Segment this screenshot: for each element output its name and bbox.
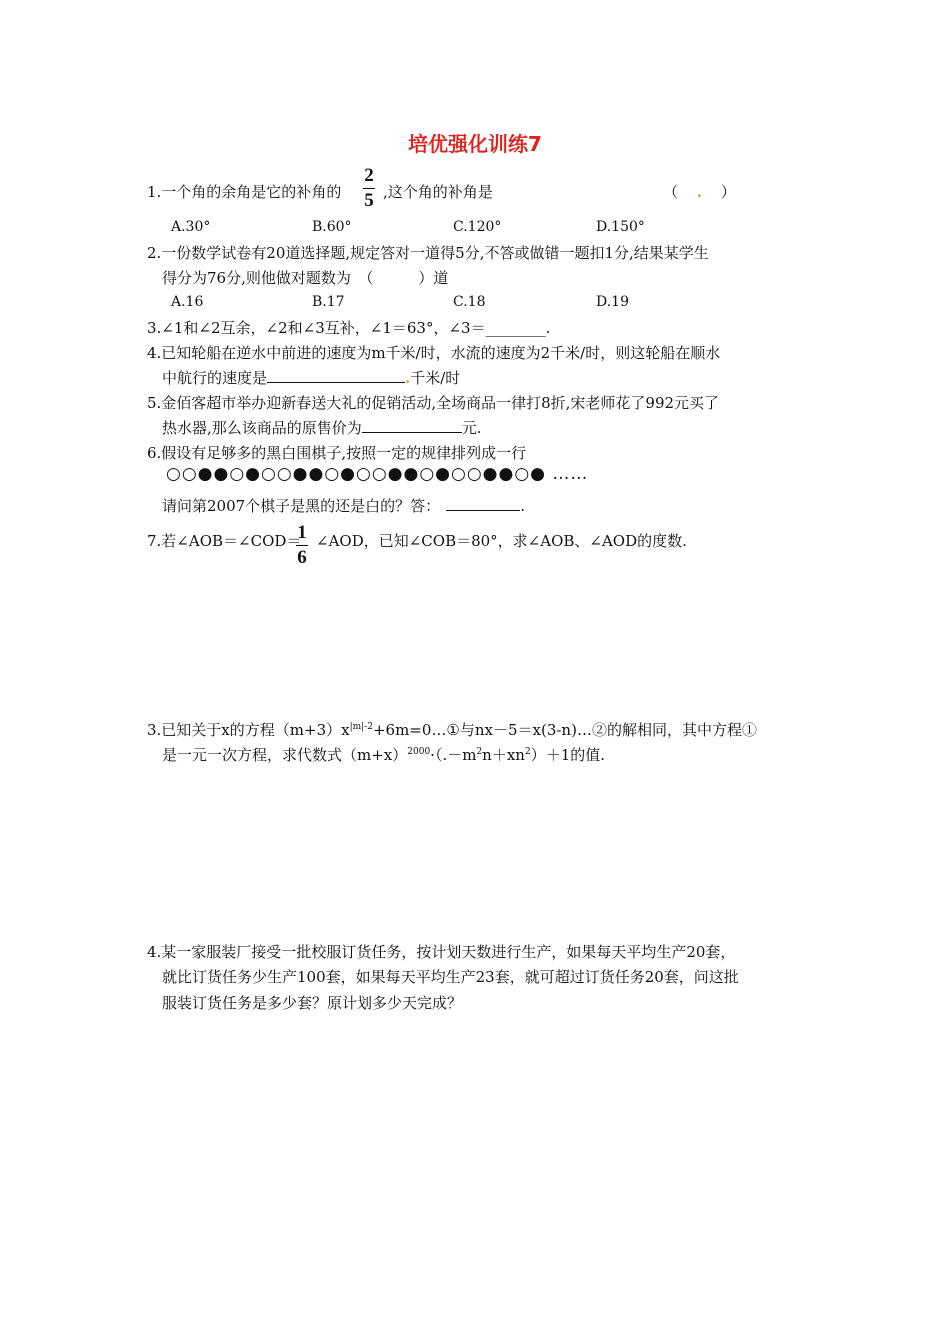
q8-exponent: 2000	[407, 747, 431, 757]
q9-line-3: 服装订货任务是多少套？原计划多少天完成？	[162, 994, 463, 1012]
q8-exponent: 2	[524, 747, 531, 757]
q8-line-2-c: n＋xn	[482, 746, 525, 764]
answer-blank	[362, 418, 462, 433]
q1-answer-paren	[663, 182, 736, 202]
q8-line-1-a: 3.已知关于x的方程（m+3）x	[147, 721, 350, 739]
q2-option-a: A.16	[171, 294, 204, 310]
q2-line-2: 得分为76分,则他做对题数为 （ ）道	[162, 269, 449, 287]
q7-fraction	[296, 522, 308, 569]
mark-dot: .	[696, 183, 703, 201]
q6-line-1: 6.假设有足够多的黑白围棋子,按照一定的规律排列成一行	[147, 444, 527, 462]
q6-stone-sequence: ○○●●○●○○●●○●○○●●○●○○●●○● ……	[166, 464, 589, 484]
q4-line-2-b: 千米/时	[410, 369, 461, 387]
q1-fraction-numerator: 2	[364, 165, 374, 186]
q7-fraction-denominator: 6	[297, 547, 307, 568]
q6-line-3	[162, 496, 525, 516]
q9-line-2: 就比订货任务少生产100套，如果每天平均生产23套，就可超过订货任务20套，问这批	[162, 968, 739, 986]
q5-line-2	[162, 418, 482, 438]
q2-option-b: B.17	[312, 294, 345, 310]
q4-line-1: 4.已知轮船在逆水中前进的速度为m千米/时，水流的速度为2千米/时，则这轮船在顺水	[147, 344, 721, 362]
q3-text: 3.∠1和∠2互余，∠2和∠3互补，∠1＝63°，∠3＝________.	[147, 319, 551, 337]
fraction-bar	[363, 188, 375, 189]
q8-line-1	[147, 717, 757, 740]
q2-option-c: C.18	[453, 294, 486, 310]
q2-option-d: D.19	[596, 294, 629, 310]
paren-right: ）	[720, 183, 736, 201]
q1-option-c: C.120°	[453, 219, 502, 235]
q5-line-2-b: 元.	[461, 419, 482, 437]
q8-line-2-b: ·（.－m	[430, 746, 477, 764]
mark-dot: .	[405, 369, 411, 387]
answer-blank	[446, 496, 520, 511]
q8-exponent: 2	[476, 747, 483, 757]
fraction-bar	[296, 545, 308, 546]
q1-option-a: A.30°	[171, 219, 211, 235]
q4-line-2	[162, 368, 460, 388]
q4-line-2-a: 中航行的速度是	[162, 369, 268, 387]
q1-option-d: D.150°	[596, 219, 645, 235]
q1-option-b: B.60°	[312, 219, 352, 235]
q1-fraction	[363, 165, 375, 212]
q6-line-3-a: 请问第2007个棋子是黑的还是白的？答：	[162, 497, 441, 515]
q5-line-1: 5.金佰客超市举办迎新春送大礼的促销活动,全场商品一律打8折,宋老师花了992元买了	[147, 394, 720, 412]
q8-line-2-d: ）＋1的值.	[530, 746, 605, 764]
q6-line-3-b: .	[520, 497, 525, 515]
q1-fraction-denominator: 5	[364, 190, 374, 211]
q7-fraction-numerator: 1	[297, 522, 307, 543]
q7-stem-b: ∠AOD，已知∠COB＝80°，求∠AOB、∠AOD的度数.	[316, 532, 687, 550]
answer-blank	[267, 368, 405, 383]
q8-line-1-b: +6m=0…①与nx－5＝x(3-n)…②的解相同，其中方程①	[372, 721, 757, 739]
q1-stem-b: ,这个角的补角是	[383, 183, 493, 201]
q8-line-2	[162, 742, 605, 765]
q9-line-1: 4.某一家服装厂接受一批校服订货任务，按计划天数进行生产，如果每天平均生产20套，	[147, 943, 736, 961]
page-title: 培优强化训练7	[408, 132, 542, 156]
q5-line-2-a: 热水器,那么该商品的原售价为	[162, 419, 362, 437]
q2-line-1: 2.一份数学试卷有20道选择题,规定答对一道得5分,不答或做错一题扣1分,结果某学生	[147, 244, 709, 262]
q1-stem-a: 1.一个角的余角是它的补角的	[147, 183, 342, 201]
q8-exponent: |m|-2	[349, 722, 373, 732]
q8-line-2-a: 是一元一次方程，求代数式（m+x）	[162, 746, 408, 764]
q7-stem-a: 7.若∠AOB＝∠COD＝	[147, 532, 302, 550]
paren-left: （	[663, 183, 679, 201]
